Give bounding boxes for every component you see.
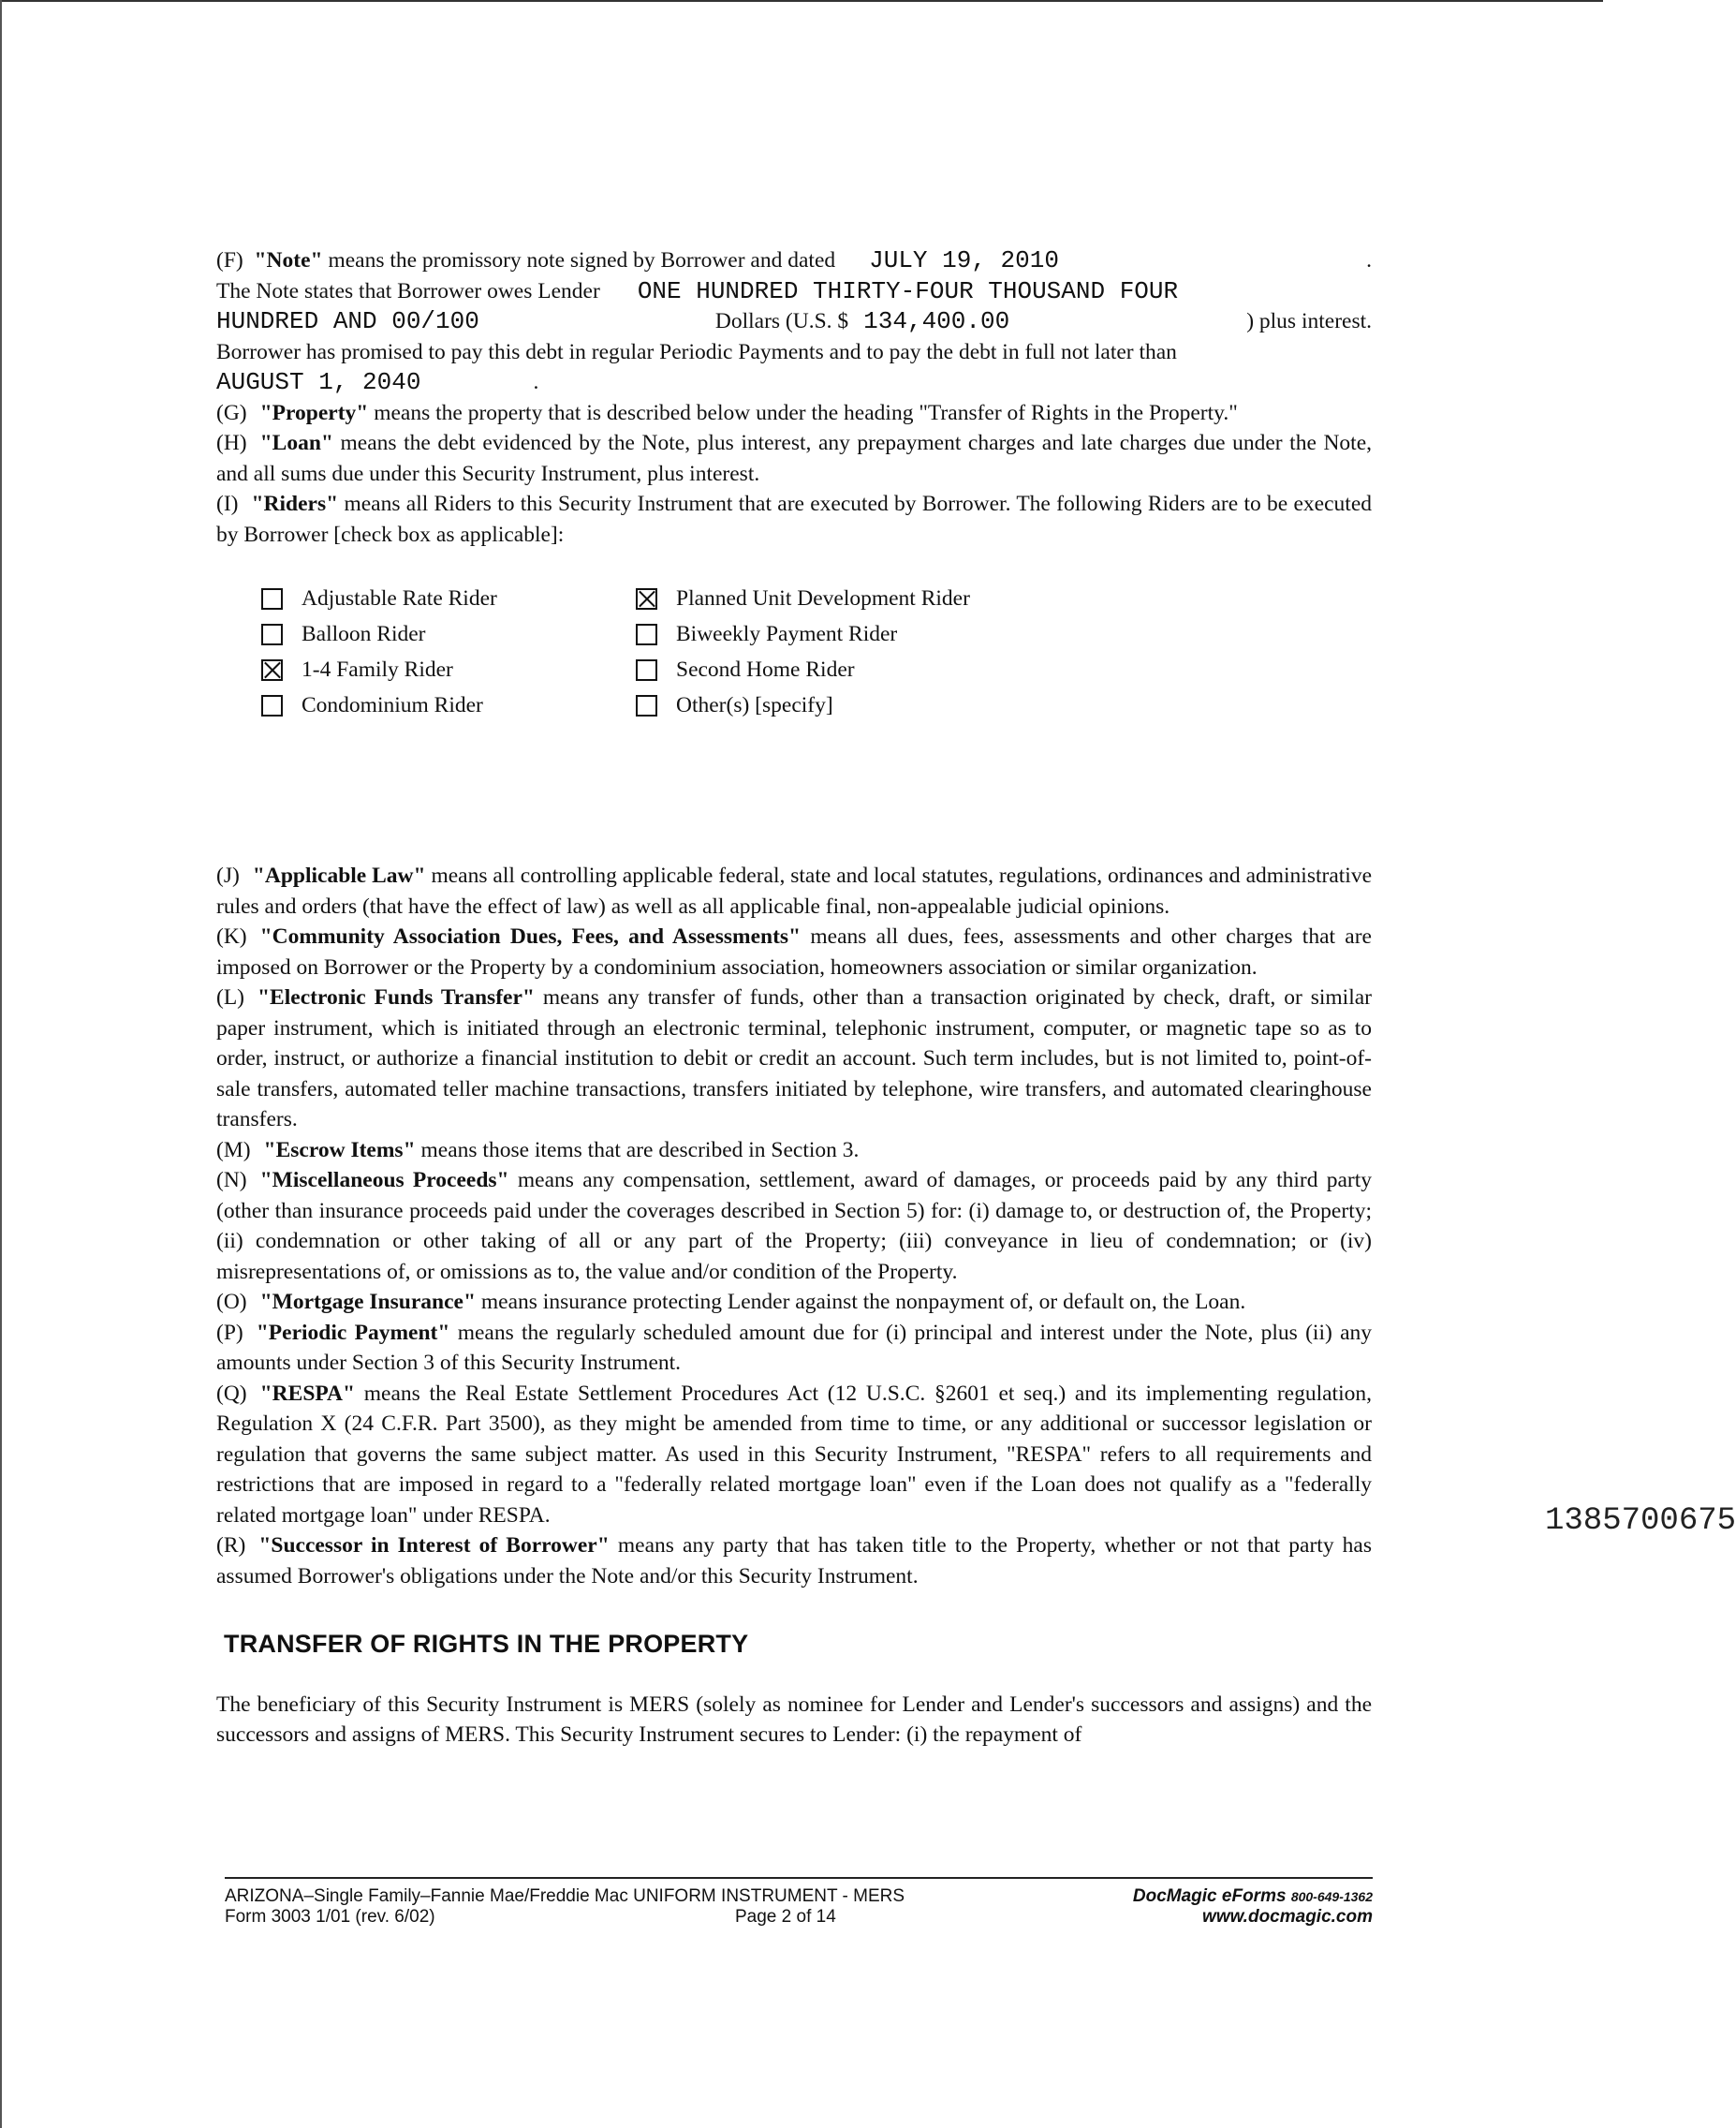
rider-label: Other(s) [specify]: [676, 692, 833, 717]
definition-term: "Escrow Items": [263, 1137, 416, 1162]
definition-term: "Applicable Law": [252, 864, 426, 888]
rider-label: Second Home Rider: [676, 657, 855, 682]
footer-phone: 800-649-1362: [1290, 1889, 1373, 1904]
definition-community-association-dues: [216, 922, 1372, 983]
rider-label: 1-4 Family Rider: [302, 657, 453, 682]
footer-page-number: Page 2 of 14: [735, 1907, 836, 1927]
section-tag: (Q): [216, 1381, 247, 1406]
rider-label: Biweekly Payment Rider: [676, 621, 898, 646]
rider-label: Condominium Rider: [302, 692, 483, 717]
section-tag: (P): [216, 1320, 243, 1345]
rider-checkbox[interactable]: [636, 588, 657, 610]
definition-term: "Successor in Interest of Borrower": [258, 1533, 610, 1558]
side-document-number: 1385700675: [1545, 1503, 1736, 1539]
page-left-border: [0, 0, 2, 2128]
definition-respa: [216, 1379, 1372, 1531]
rider-condominium[interactable]: [261, 690, 636, 720]
definition-text: means all controlling applicable federal, state and local statutes, regulations, ordinances and administrative rules and orders (that have the effect of law) as well as all applicable final, non-appealable judicial opinions.: [216, 864, 1373, 919]
rider-second-home[interactable]: [636, 655, 1104, 685]
definition-text: means insurance protecting Lender against the nonpayment of, or default on, the Loan.: [480, 1290, 1246, 1314]
definition-text: means all dues, fees, assessments and other charges that are imposed on Borrower or the Property by a condominium association, homeowners association or similar organization.: [216, 924, 1372, 980]
amount-words-line-2: HUNDRED AND 00/100: [216, 307, 479, 335]
page-footer: [225, 1877, 1373, 1927]
section-tag: (J): [216, 864, 240, 888]
section-tag: (L): [216, 985, 245, 1010]
footer-brand: DocMagic eForms: [1132, 1886, 1287, 1906]
maturity-date: AUGUST 1, 2040: [216, 368, 421, 396]
rider-label: Adjustable Rate Rider: [302, 585, 497, 611]
definition-text: means any transfer of funds, other than a transaction originated by check, draft, or similar paper instrument, which is initiated through an electronic terminal, telephonic instrument, computer, or magnetic tape so as to order, instruct, or authorize a financial institution to debit or credit an account. Such term includes, but is not limited to, point-of-sale transfers, automated teller machine transactions, transfers initiated by telephone, wire transfers, and automated clearinghouse transfers.: [216, 985, 1372, 1131]
definition-text: means any party that has taken title to the Property, whether or not that party has assumed Borrower's obligations under the Note and/or this Security Instrument.: [216, 1533, 1372, 1589]
definition-text: means any compensation, settlement, award of damages, or proceeds paid by any third party (other than insurance proceeds paid under the coverages described in Section 5) for: (i) damage to, or destruction of, the Property; (ii) condemnation or other taking of all or any part of the Property; (iii) conveyance in lieu of condemnation; or (iv) misrepresentations of, or omissions as to, the value and/or condition of the Property.: [216, 1168, 1373, 1284]
definition-term: "Community Association Dues, Fees, and Assessments": [259, 924, 802, 949]
definition-term: "Riders": [251, 492, 339, 516]
definition-periodic-payment: [216, 1318, 1372, 1379]
definition-text: means all Riders to this Security Instrument that are executed by Borrower. The following Riders are to be executed by Borrower [check box as applicable]:: [216, 492, 1372, 547]
rider-checkbox[interactable]: [261, 624, 283, 645]
rider-other[interactable]: [636, 690, 1104, 720]
rider-checkbox[interactable]: [261, 695, 283, 717]
definition-mortgage-insurance: [216, 1287, 1372, 1318]
dollars-label: Dollars (U.S. $: [714, 309, 849, 333]
rider-biweekly-payment[interactable]: [636, 619, 1104, 649]
definition-successor-in-interest: [216, 1530, 1372, 1591]
definition-electronic-funds-transfer: [216, 983, 1372, 1135]
note-line-1: (F) "Note" means the promissory note signed by Borrower and dated JULY 19, 2010 .: [216, 246, 1372, 274]
section-tag: (K): [216, 924, 247, 949]
section-tag: (I): [216, 492, 239, 516]
note-line-2: [216, 276, 1372, 307]
definition-term: "RESPA": [259, 1381, 356, 1406]
rider-checkbox[interactable]: [261, 659, 283, 681]
loan-amount: 134,400.00: [863, 307, 1010, 335]
note-line-5: AUGUST 1, 2040 .: [216, 368, 539, 396]
note-text: means the promissory note signed by Borrower and dated: [328, 248, 836, 273]
note-line-4: Borrower has promised to pay this debt in regular Periodic Payments and to pay the debt in full not later than: [216, 339, 1177, 364]
section-heading-transfer-of-rights: TRANSFER OF RIGHTS IN THE PROPERTY: [224, 1630, 749, 1658]
document-body: [216, 245, 1372, 1751]
section-tag: (O): [216, 1290, 247, 1314]
note-term: "Note": [254, 248, 323, 273]
footer-form-number: Form 3003 1/01 (rev. 6/02): [225, 1907, 435, 1927]
section-tag: (R): [216, 1533, 246, 1558]
definition-property: [216, 398, 1372, 429]
rider-checkbox[interactable]: [636, 659, 657, 681]
rider-balloon[interactable]: [261, 619, 636, 649]
definition-riders: [216, 489, 1372, 550]
note-owes-text: The Note states that Borrower owes Lender: [216, 278, 600, 303]
section-tag: (N): [216, 1168, 247, 1192]
definition-miscellaneous-proceeds: [216, 1165, 1372, 1287]
definition-text: means the Real Estate Settlement Procedures Act (12 U.S.C. §2601 et seq.) and its implementing regulation, Regulation X (24 C.F.R. Part 3500), as they might be amended from time to time, or any additional or successor legislation or regulation that governs the same subject matter. As used in this Security Instrument, "RESPA" refers to all requirements and restrictions that are imposed in regard to a "federally related mortgage loan" even if the Loan does not qualify as a "federally related mortgage loan" under RESPA.: [216, 1381, 1372, 1528]
rider-planned-unit-development[interactable]: [636, 584, 1104, 613]
rider-label: Balloon Rider: [302, 621, 426, 646]
note-line-3: [216, 306, 1372, 337]
footer-form-line: ARIZONA–Single Family–Fannie Mae/Freddie Mac UNIFORM INSTRUMENT - MERS: [225, 1886, 905, 1906]
definition-applicable-law: [216, 861, 1372, 922]
rider-checkbox[interactable]: [636, 624, 657, 645]
note-date: JULY 19, 2010: [869, 246, 1059, 274]
definition-loan: [216, 428, 1372, 489]
rider-adjustable-rate[interactable]: [261, 584, 636, 613]
definition-text: means the property that is described below under the heading "Transfer of Rights in the Property.": [374, 400, 1238, 425]
rider-checklist: [261, 584, 1372, 720]
definition-term: "Property": [259, 400, 369, 425]
section-tag: (H): [216, 431, 247, 455]
definition-term: "Loan": [259, 431, 333, 455]
definition-text: means the regularly scheduled amount due for (i) principal and interest under the Note, plus (ii) any amounts under Section 3 of this Security Instrument.: [216, 1320, 1373, 1375]
footer-website: www.docmagic.com: [1202, 1907, 1373, 1927]
amount-words-line-1: ONE HUNDRED THIRTY-FOUR THOUSAND FOUR: [637, 276, 1179, 305]
footer-publisher: [1133, 1886, 1373, 1928]
definition-term: "Electronic Funds Transfer": [257, 985, 535, 1010]
section-tag: (M): [216, 1137, 251, 1162]
rider-checkbox[interactable]: [261, 588, 283, 610]
rider-label: Planned Unit Development Rider: [676, 585, 970, 611]
rider-checkbox[interactable]: [636, 695, 657, 717]
definition-term: "Mortgage Insurance": [259, 1290, 477, 1314]
definition-text: means those items that are described in Section 3.: [420, 1137, 860, 1162]
section-tag: (G): [216, 400, 247, 425]
transfer-paragraph: The beneficiary of this Security Instrument is MERS (solely as nominee for Lender and Lender's successors and assigns) and the successors and assigns of MERS. This Security Instrument secures to Lender: (i) the repayment of: [216, 1692, 1372, 1747]
rider-1-4-family[interactable]: [261, 655, 636, 685]
plus-interest: ) plus interest.: [1246, 309, 1372, 333]
section-tag: (F): [216, 248, 243, 273]
page-top-border: [0, 0, 1603, 2]
definition-term: "Periodic Payment": [256, 1320, 450, 1345]
definition-term: "Miscellaneous Proceeds": [259, 1168, 509, 1192]
definition-escrow-items: [216, 1135, 1372, 1166]
definition-text: means the debt evidenced by the Note, plus interest, any prepayment charges and late charges due under the Note, and all sums due under this Security Instrument, plus interest.: [216, 431, 1372, 486]
